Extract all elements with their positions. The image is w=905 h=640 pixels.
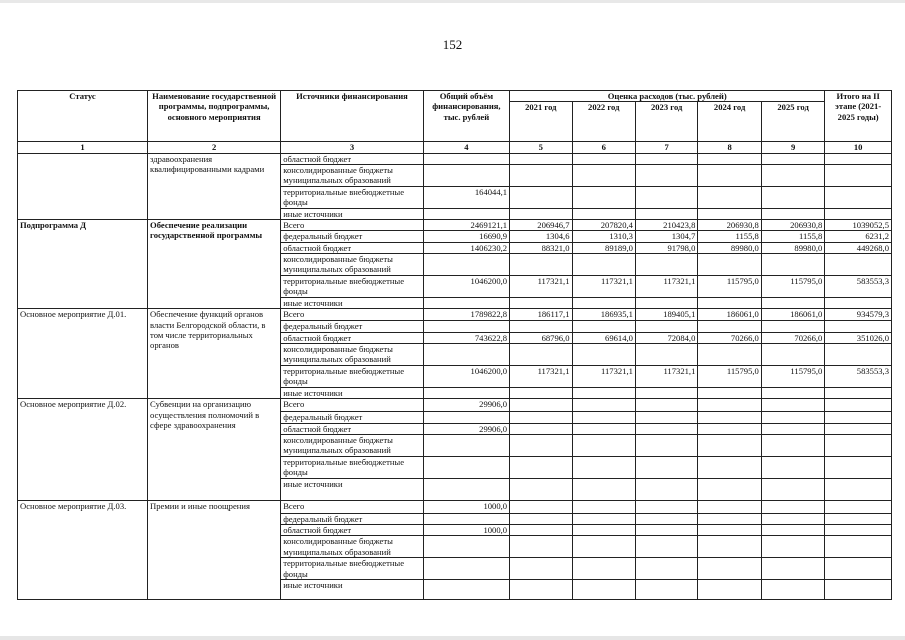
funding-source: федеральный бюджет xyxy=(281,321,424,332)
year-value xyxy=(510,387,572,398)
year-value xyxy=(698,208,761,219)
year-value xyxy=(761,399,825,412)
column-index: 1 xyxy=(18,142,148,153)
year-value: 115795,0 xyxy=(698,276,761,298)
stage-sum-value xyxy=(825,434,892,456)
header-estimate: Оценка расходов (тыс. рублей) xyxy=(510,91,825,102)
year-value xyxy=(510,298,572,309)
column-index: 7 xyxy=(635,142,697,153)
stage-sum-value xyxy=(825,343,892,365)
funding-source: территориальные внебюджетные фонды xyxy=(281,186,424,208)
year-value xyxy=(510,321,572,332)
row-name: Субвенции на организацию осуществления полномочий в сфере здравоохранения xyxy=(148,399,281,501)
header-total: Общий объём финансирования, тыс. рублей xyxy=(423,91,509,142)
row-status xyxy=(18,153,148,220)
funding-source: областной бюджет xyxy=(281,525,424,536)
row-status: Основное мероприятие Д.01. xyxy=(18,309,148,399)
table-row xyxy=(18,220,892,231)
funding-source: консолидированные бюджеты муниципальных образований xyxy=(281,434,424,456)
funding-source: федеральный бюджет xyxy=(281,513,424,524)
row-name: Обеспечение функций органов власти Белгородской области, в том числе территориальных органов xyxy=(148,309,281,399)
year-value xyxy=(572,478,635,500)
year-value: 89980,0 xyxy=(698,242,761,253)
year-value xyxy=(572,298,635,309)
stage-sum-value xyxy=(825,254,892,276)
table-row xyxy=(18,309,892,321)
header-stage-total: Итого на II этапе (2021-2025 годы) xyxy=(825,91,892,142)
header-year-2025: 2025 год xyxy=(761,102,825,142)
year-value: 89980,0 xyxy=(761,242,825,253)
stage-sum-value xyxy=(825,580,892,600)
year-value xyxy=(761,164,825,186)
total-value xyxy=(423,343,509,365)
total-value: 2469121,1 xyxy=(423,220,509,231)
total-value xyxy=(423,456,509,478)
year-value xyxy=(510,456,572,478)
total-value xyxy=(423,164,509,186)
year-value xyxy=(510,343,572,365)
year-value xyxy=(510,423,572,434)
year-value: 206946,7 xyxy=(510,220,572,231)
year-value xyxy=(698,254,761,276)
total-value: 164044,1 xyxy=(423,186,509,208)
stage-sum-value xyxy=(825,423,892,434)
year-value xyxy=(698,513,761,524)
year-value xyxy=(510,186,572,208)
stage-sum-value xyxy=(825,412,892,423)
total-value: 1046200,0 xyxy=(423,276,509,298)
column-index: 6 xyxy=(572,142,635,153)
year-value xyxy=(572,164,635,186)
table-row xyxy=(18,500,892,513)
year-value xyxy=(635,186,697,208)
stage-sum-value xyxy=(825,478,892,500)
year-value xyxy=(510,500,572,513)
year-value: 206930,8 xyxy=(761,220,825,231)
total-value xyxy=(423,321,509,332)
year-value xyxy=(510,208,572,219)
year-value: 117321,1 xyxy=(572,276,635,298)
funding-source: территориальные внебюджетные фонды xyxy=(281,276,424,298)
stage-sum-value xyxy=(825,321,892,332)
year-value xyxy=(761,343,825,365)
total-value xyxy=(423,298,509,309)
total-value: 1789822,8 xyxy=(423,309,509,321)
funding-source: областной бюджет xyxy=(281,423,424,434)
year-value xyxy=(510,164,572,186)
funding-source: областной бюджет xyxy=(281,153,424,164)
total-value: 29906,0 xyxy=(423,423,509,434)
column-index: 9 xyxy=(761,142,825,153)
year-value: 117321,1 xyxy=(635,276,697,298)
year-value xyxy=(572,399,635,412)
year-value xyxy=(635,536,697,558)
stage-sum-value: 449268,0 xyxy=(825,242,892,253)
year-value: 186061,0 xyxy=(761,309,825,321)
year-value xyxy=(572,208,635,219)
table-row xyxy=(18,153,892,164)
year-value xyxy=(572,580,635,600)
year-value xyxy=(761,387,825,398)
year-value xyxy=(698,343,761,365)
year-value xyxy=(698,434,761,456)
year-value: 186117,1 xyxy=(510,309,572,321)
year-value xyxy=(698,558,761,580)
table-header-row xyxy=(18,91,892,102)
stage-sum-value: 351026,0 xyxy=(825,332,892,343)
funding-source: иные источники xyxy=(281,580,424,600)
year-value xyxy=(635,434,697,456)
year-value xyxy=(761,321,825,332)
year-value: 189405,1 xyxy=(635,309,697,321)
year-value: 186935,1 xyxy=(572,309,635,321)
year-value: 70266,0 xyxy=(761,332,825,343)
year-value xyxy=(572,387,635,398)
stage-sum-value: 583553,3 xyxy=(825,276,892,298)
year-value: 186061,0 xyxy=(698,309,761,321)
page-number: 152 xyxy=(442,37,463,52)
year-value xyxy=(761,412,825,423)
year-value xyxy=(761,525,825,536)
header-year-2023: 2023 год xyxy=(635,102,697,142)
year-value xyxy=(572,153,635,164)
funding-source: территориальные внебюджетные фонды xyxy=(281,365,424,387)
year-value xyxy=(635,478,697,500)
year-value: 89189,0 xyxy=(572,242,635,253)
stage-sum-value xyxy=(825,500,892,513)
stage-sum-value xyxy=(825,387,892,398)
total-value: 16690,9 xyxy=(423,231,509,242)
year-value xyxy=(510,153,572,164)
stage-sum-value xyxy=(825,456,892,478)
year-value xyxy=(635,412,697,423)
stage-sum-value xyxy=(825,164,892,186)
funding-source: территориальные внебюджетные фонды xyxy=(281,456,424,478)
year-value xyxy=(635,254,697,276)
year-value xyxy=(572,513,635,524)
row-status: Подпрограмма Д xyxy=(18,220,148,309)
stage-sum-value xyxy=(825,208,892,219)
column-index: 8 xyxy=(698,142,761,153)
year-value: 115795,0 xyxy=(761,276,825,298)
year-value xyxy=(635,208,697,219)
year-value: 115795,0 xyxy=(761,365,825,387)
funding-source: Всего xyxy=(281,500,424,513)
year-value xyxy=(761,536,825,558)
year-value xyxy=(761,298,825,309)
stage-sum-value xyxy=(825,399,892,412)
year-value: 1155,8 xyxy=(761,231,825,242)
header-sources: Источники финансирования xyxy=(281,91,424,142)
stage-sum-value xyxy=(825,536,892,558)
scan-edge-bottom xyxy=(0,636,905,640)
scan-edge-top xyxy=(0,0,905,3)
total-value: 743622,8 xyxy=(423,332,509,343)
funding-source: иные источники xyxy=(281,208,424,219)
total-value xyxy=(423,536,509,558)
column-index: 2 xyxy=(148,142,281,153)
column-index: 4 xyxy=(423,142,509,153)
year-value xyxy=(572,321,635,332)
year-value xyxy=(635,513,697,524)
year-value xyxy=(635,580,697,600)
column-index-row xyxy=(18,142,892,153)
year-value xyxy=(698,456,761,478)
year-value xyxy=(761,153,825,164)
year-value xyxy=(572,186,635,208)
funding-source: областной бюджет xyxy=(281,332,424,343)
year-value xyxy=(761,500,825,513)
total-value xyxy=(423,478,509,500)
header-status: Статус xyxy=(18,91,148,142)
year-value xyxy=(510,399,572,412)
year-value xyxy=(698,412,761,423)
year-value xyxy=(572,536,635,558)
total-value: 1046200,0 xyxy=(423,365,509,387)
year-value: 1304,7 xyxy=(635,231,697,242)
total-value xyxy=(423,254,509,276)
year-value xyxy=(761,434,825,456)
year-value: 1155,8 xyxy=(698,231,761,242)
year-value: 72084,0 xyxy=(635,332,697,343)
year-value xyxy=(698,164,761,186)
funding-source: консолидированные бюджеты муниципальных образований xyxy=(281,164,424,186)
year-value xyxy=(761,513,825,524)
header-year-2022: 2022 год xyxy=(572,102,635,142)
year-value xyxy=(510,434,572,456)
total-value: 29906,0 xyxy=(423,399,509,412)
year-value xyxy=(635,387,697,398)
year-value xyxy=(572,434,635,456)
table-body xyxy=(18,153,892,600)
stage-sum-value: 6231,2 xyxy=(825,231,892,242)
year-value xyxy=(635,298,697,309)
year-value xyxy=(698,500,761,513)
funding-source: Всего xyxy=(281,309,424,321)
stage-sum-value xyxy=(825,525,892,536)
year-value xyxy=(761,208,825,219)
funding-source: консолидированные бюджеты муниципальных образований xyxy=(281,536,424,558)
header-year-2024: 2024 год xyxy=(698,102,761,142)
year-value xyxy=(572,343,635,365)
year-value xyxy=(761,580,825,600)
total-value xyxy=(423,580,509,600)
year-value xyxy=(698,321,761,332)
year-value xyxy=(635,343,697,365)
stage-sum-value xyxy=(825,153,892,164)
year-value xyxy=(698,298,761,309)
total-value xyxy=(423,208,509,219)
year-value: 70266,0 xyxy=(698,332,761,343)
year-value xyxy=(572,525,635,536)
year-value: 117321,1 xyxy=(635,365,697,387)
funding-source: федеральный бюджет xyxy=(281,412,424,423)
column-index: 10 xyxy=(825,142,892,153)
row-status: Основное мероприятие Д.03. xyxy=(18,500,148,600)
year-value xyxy=(510,513,572,524)
total-value xyxy=(423,412,509,423)
year-value: 69614,0 xyxy=(572,332,635,343)
total-value xyxy=(423,387,509,398)
year-value xyxy=(510,580,572,600)
funding-source: консолидированные бюджеты муниципальных образований xyxy=(281,343,424,365)
year-value: 117321,1 xyxy=(510,276,572,298)
year-value xyxy=(698,536,761,558)
year-value xyxy=(761,186,825,208)
year-value xyxy=(510,412,572,423)
total-value: 1000,0 xyxy=(423,500,509,513)
year-value xyxy=(698,525,761,536)
total-value xyxy=(423,558,509,580)
column-index: 5 xyxy=(510,142,572,153)
year-value xyxy=(698,387,761,398)
funding-source: консолидированные бюджеты муниципальных образований xyxy=(281,254,424,276)
column-index: 3 xyxy=(281,142,424,153)
total-value: 1000,0 xyxy=(423,525,509,536)
year-value xyxy=(761,423,825,434)
year-value: 88321,0 xyxy=(510,242,572,253)
year-value xyxy=(635,321,697,332)
year-value: 207820,4 xyxy=(572,220,635,231)
total-value xyxy=(423,513,509,524)
funding-source: иные источники xyxy=(281,298,424,309)
year-value xyxy=(698,580,761,600)
row-name: Обеспечение реализации государственной программы xyxy=(148,220,281,309)
year-value xyxy=(761,558,825,580)
header-year-2021: 2021 год xyxy=(510,102,572,142)
year-value xyxy=(635,423,697,434)
total-value xyxy=(423,153,509,164)
year-value xyxy=(698,478,761,500)
stage-sum-value xyxy=(825,298,892,309)
year-value xyxy=(698,153,761,164)
year-value xyxy=(698,186,761,208)
funding-source: территориальные внебюджетные фонды xyxy=(281,558,424,580)
table-row xyxy=(18,399,892,412)
year-value xyxy=(572,412,635,423)
stage-sum-value: 1039052,5 xyxy=(825,220,892,231)
year-value xyxy=(761,456,825,478)
year-value xyxy=(572,423,635,434)
stage-sum-value xyxy=(825,186,892,208)
year-value xyxy=(635,399,697,412)
funding-table xyxy=(17,90,892,600)
year-value: 206930,8 xyxy=(698,220,761,231)
year-value xyxy=(635,456,697,478)
year-value xyxy=(698,423,761,434)
year-value: 1310,3 xyxy=(572,231,635,242)
year-value: 115795,0 xyxy=(698,365,761,387)
year-value: 210423,8 xyxy=(635,220,697,231)
year-value xyxy=(510,254,572,276)
row-status: Основное мероприятие Д.02. xyxy=(18,399,148,501)
year-value xyxy=(635,558,697,580)
funding-source: федеральный бюджет xyxy=(281,231,424,242)
year-value: 1304,6 xyxy=(510,231,572,242)
year-value xyxy=(635,164,697,186)
stage-sum-value: 583553,3 xyxy=(825,365,892,387)
total-value xyxy=(423,434,509,456)
year-value: 117321,1 xyxy=(510,365,572,387)
year-value: 117321,1 xyxy=(572,365,635,387)
year-value xyxy=(761,254,825,276)
year-value xyxy=(510,478,572,500)
year-value xyxy=(572,500,635,513)
year-value xyxy=(510,525,572,536)
funding-source: Всего xyxy=(281,220,424,231)
year-value xyxy=(510,558,572,580)
year-value xyxy=(698,399,761,412)
funding-source: иные источники xyxy=(281,387,424,398)
stage-sum-value: 934579,3 xyxy=(825,309,892,321)
funding-source: иные источники xyxy=(281,478,424,500)
row-name: Премии и иные поощрения xyxy=(148,500,281,600)
stage-sum-value xyxy=(825,513,892,524)
header-name: Наименование государственной программы, подпрограммы, основного мероприятия xyxy=(148,91,281,142)
year-value xyxy=(635,500,697,513)
year-value xyxy=(635,153,697,164)
year-value: 91798,0 xyxy=(635,242,697,253)
funding-source: Всего xyxy=(281,399,424,412)
year-value xyxy=(635,525,697,536)
funding-source: областной бюджет xyxy=(281,242,424,253)
row-name: здравоохранения квалифицированными кадрами xyxy=(148,153,281,220)
total-value: 1406230,2 xyxy=(423,242,509,253)
year-value xyxy=(572,456,635,478)
year-value: 68796,0 xyxy=(510,332,572,343)
year-value xyxy=(510,536,572,558)
year-value xyxy=(572,558,635,580)
year-value xyxy=(761,478,825,500)
stage-sum-value xyxy=(825,558,892,580)
year-value xyxy=(572,254,635,276)
